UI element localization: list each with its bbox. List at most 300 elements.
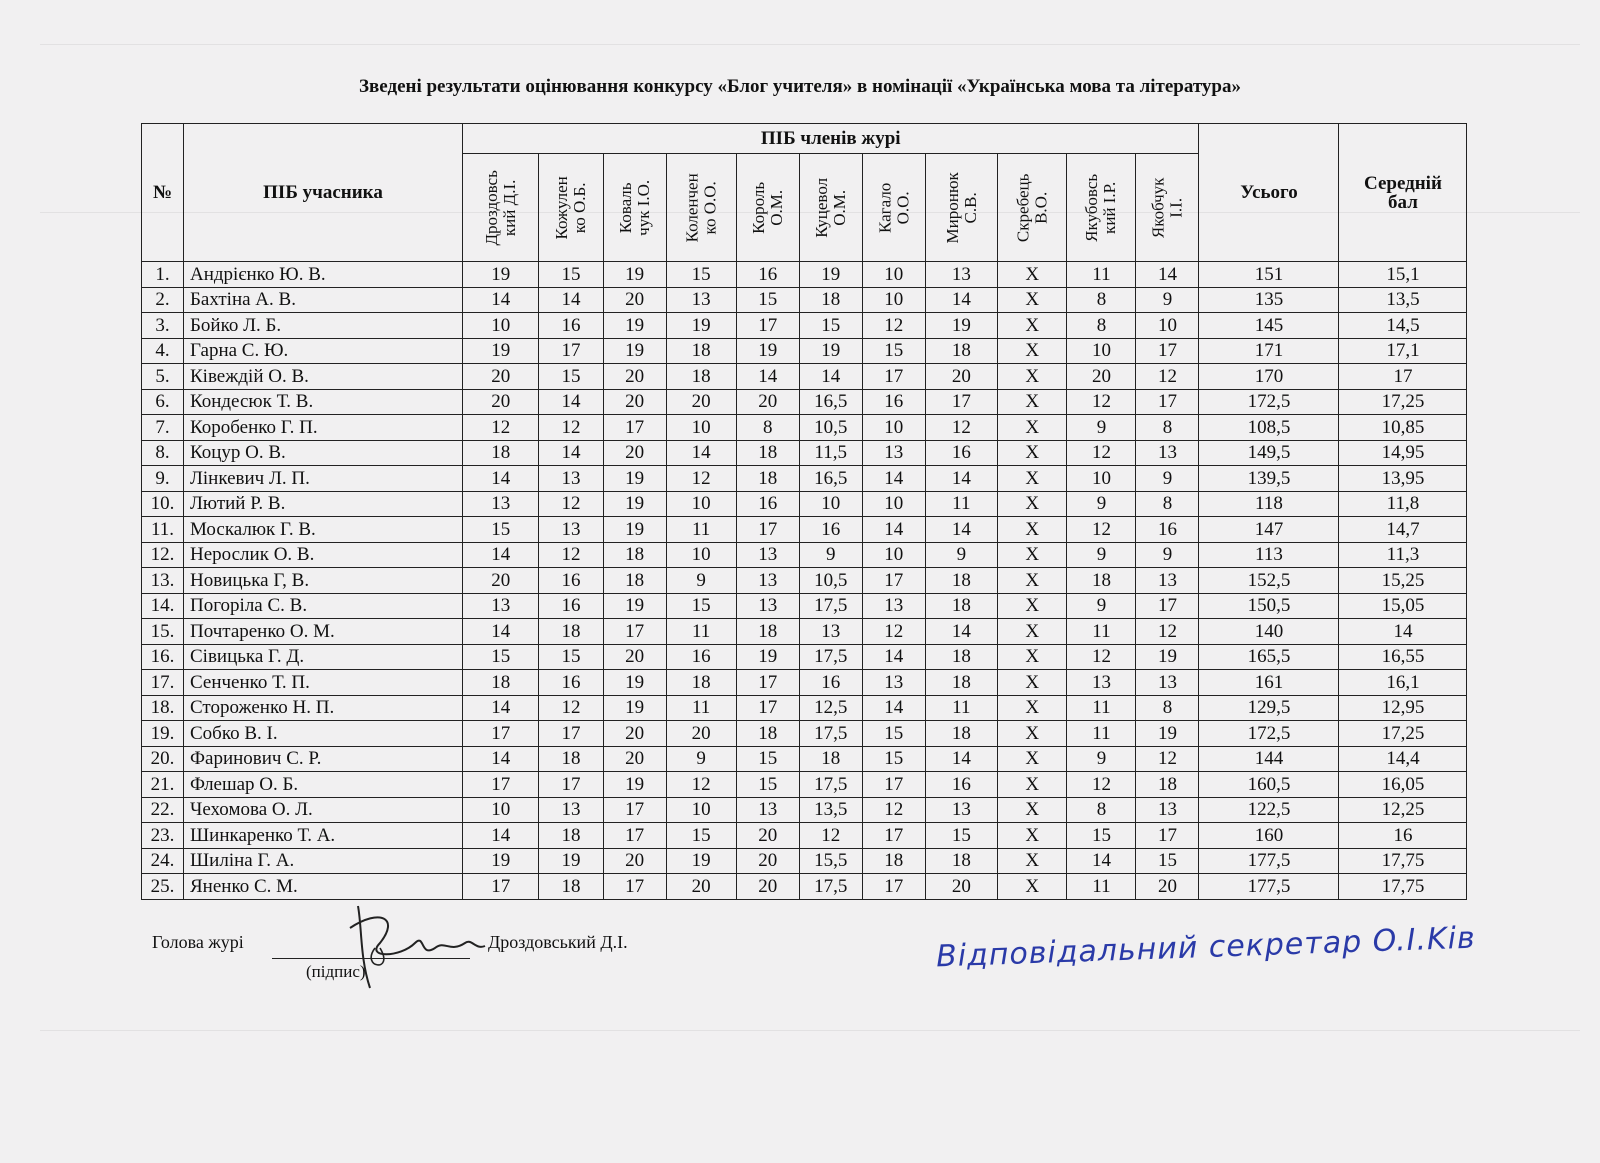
- row-number: 23.: [142, 823, 184, 849]
- score-cell: 20: [603, 440, 666, 466]
- score-cell: 18: [925, 721, 997, 747]
- table-row: [142, 772, 1467, 798]
- row-number: 8.: [142, 440, 184, 466]
- score-cell: 13: [1067, 670, 1136, 696]
- score-cell: 15: [736, 287, 799, 313]
- juror-header: [736, 154, 799, 262]
- column-header-total: Усього: [1199, 124, 1339, 262]
- score-cell: 17: [1136, 593, 1199, 619]
- score-cell: 15: [736, 746, 799, 772]
- score-cell: 18: [666, 364, 736, 390]
- total-cell: 165,5: [1199, 644, 1339, 670]
- score-cell: 12: [1067, 389, 1136, 415]
- score-cell: 17: [539, 772, 603, 798]
- total-cell: 170: [1199, 364, 1339, 390]
- average-cell: 16,1: [1339, 670, 1467, 696]
- score-cell: 13: [862, 440, 925, 466]
- score-cell: 18: [799, 287, 862, 313]
- score-cell: Х: [997, 823, 1066, 849]
- table-row: [142, 542, 1467, 568]
- score-cell: 17: [463, 721, 539, 747]
- total-cell: 171: [1199, 338, 1339, 364]
- score-cell: 17: [463, 772, 539, 798]
- participant-name: Стороженко Н. П.: [184, 695, 463, 721]
- score-cell: 14: [463, 823, 539, 849]
- score-cell: 13: [862, 670, 925, 696]
- score-cell: 11: [666, 517, 736, 543]
- score-cell: Х: [997, 772, 1066, 798]
- score-cell: 15: [862, 338, 925, 364]
- score-cell: 19: [603, 593, 666, 619]
- score-cell: 12: [539, 491, 603, 517]
- score-cell: 12: [539, 542, 603, 568]
- score-cell: 10: [1067, 466, 1136, 492]
- score-cell: 20: [666, 721, 736, 747]
- score-cell: 15,5: [799, 848, 862, 874]
- row-number: 4.: [142, 338, 184, 364]
- table-row: [142, 568, 1467, 594]
- score-cell: 17: [463, 874, 539, 900]
- score-cell: 14: [925, 746, 997, 772]
- participant-name: Чехомова О. Л.: [184, 797, 463, 823]
- score-cell: 10,5: [799, 415, 862, 441]
- total-cell: 177,5: [1199, 848, 1339, 874]
- participant-name: Сенченко Т. П.: [184, 670, 463, 696]
- average-cell: 14,5: [1339, 313, 1467, 339]
- score-cell: 11: [1067, 721, 1136, 747]
- score-cell: Х: [997, 695, 1066, 721]
- participant-name: Яненко С. М.: [184, 874, 463, 900]
- score-cell: 19: [603, 491, 666, 517]
- score-cell: 13: [1136, 568, 1199, 594]
- score-cell: 13: [1136, 670, 1199, 696]
- score-cell: 18: [1136, 772, 1199, 798]
- juror-name: Дроздовсь кий Д.І.: [481, 169, 519, 246]
- average-cell: 14,4: [1339, 746, 1467, 772]
- score-cell: 13: [736, 542, 799, 568]
- score-cell: 17: [539, 721, 603, 747]
- score-cell: 20: [925, 874, 997, 900]
- score-cell: 15: [463, 517, 539, 543]
- score-cell: 20: [666, 874, 736, 900]
- score-cell: 17: [736, 670, 799, 696]
- juror-name: Миронюк С.В.: [942, 171, 980, 244]
- score-cell: 16: [799, 670, 862, 696]
- score-cell: 20: [736, 848, 799, 874]
- score-cell: 11,5: [799, 440, 862, 466]
- score-cell: 13: [1136, 440, 1199, 466]
- score-cell: 14: [862, 466, 925, 492]
- score-cell: 17: [736, 695, 799, 721]
- score-cell: Х: [997, 440, 1066, 466]
- score-cell: 13: [736, 797, 799, 823]
- score-cell: 10: [1067, 338, 1136, 364]
- participant-name: Шиліна Г. А.: [184, 848, 463, 874]
- row-number: 14.: [142, 593, 184, 619]
- score-cell: 13: [539, 466, 603, 492]
- score-cell: 20: [736, 823, 799, 849]
- total-cell: 151: [1199, 262, 1339, 288]
- score-cell: 9: [666, 568, 736, 594]
- score-cell: 17: [862, 364, 925, 390]
- average-cell: 16,05: [1339, 772, 1467, 798]
- score-cell: 20: [736, 389, 799, 415]
- table-row: [142, 619, 1467, 645]
- participant-name: Нерослик О. В.: [184, 542, 463, 568]
- score-cell: 20: [603, 721, 666, 747]
- average-cell: 16,55: [1339, 644, 1467, 670]
- table-row: [142, 364, 1467, 390]
- score-cell: 20: [736, 874, 799, 900]
- participant-name: Флешар О. Б.: [184, 772, 463, 798]
- score-cell: 16: [799, 517, 862, 543]
- juror-name: Якобчук І.І.: [1148, 177, 1186, 238]
- score-cell: 17: [862, 823, 925, 849]
- table-row: [142, 644, 1467, 670]
- participant-name: Гарна С. Ю.: [184, 338, 463, 364]
- score-cell: 20: [603, 746, 666, 772]
- row-number: 2.: [142, 287, 184, 313]
- table-row: [142, 389, 1467, 415]
- document-title: Зведені результати оцінювання конкурсу «Блог учителя» в номінації «Українська мова та література»: [358, 76, 1241, 97]
- score-cell: 13: [736, 568, 799, 594]
- score-cell: Х: [997, 593, 1066, 619]
- juror-header: [463, 154, 539, 262]
- score-cell: 8: [1067, 797, 1136, 823]
- score-cell: Х: [997, 670, 1066, 696]
- score-cell: 20: [463, 364, 539, 390]
- total-cell: 135: [1199, 287, 1339, 313]
- results-table: [141, 123, 1467, 900]
- score-cell: 10: [799, 491, 862, 517]
- score-cell: 15: [463, 644, 539, 670]
- score-cell: 10: [463, 797, 539, 823]
- score-cell: 14: [925, 517, 997, 543]
- score-cell: 11: [925, 695, 997, 721]
- score-cell: 9: [666, 746, 736, 772]
- average-cell: 11,3: [1339, 542, 1467, 568]
- score-cell: 15: [862, 746, 925, 772]
- score-cell: 12: [925, 415, 997, 441]
- total-cell: 160,5: [1199, 772, 1339, 798]
- score-cell: 13: [666, 287, 736, 313]
- score-cell: 12: [1067, 772, 1136, 798]
- score-cell: 8: [1067, 313, 1136, 339]
- average-cell: 15,05: [1339, 593, 1467, 619]
- score-cell: 14: [463, 746, 539, 772]
- row-number: 12.: [142, 542, 184, 568]
- chair-name: Дроздовський Д.І.: [488, 932, 628, 952]
- score-cell: 13: [1136, 797, 1199, 823]
- score-cell: 14: [539, 440, 603, 466]
- total-cell: 144: [1199, 746, 1339, 772]
- score-cell: Х: [997, 568, 1066, 594]
- table-row: [142, 466, 1467, 492]
- score-cell: 11: [666, 619, 736, 645]
- score-cell: 18: [539, 746, 603, 772]
- score-cell: 14: [463, 695, 539, 721]
- average-cell: 14,95: [1339, 440, 1467, 466]
- score-cell: 20: [463, 568, 539, 594]
- score-cell: 13: [799, 619, 862, 645]
- score-cell: 17: [603, 797, 666, 823]
- row-number: 10.: [142, 491, 184, 517]
- score-cell: 19: [1136, 644, 1199, 670]
- table-row: [142, 491, 1467, 517]
- total-cell: 161: [1199, 670, 1339, 696]
- score-cell: 15: [799, 313, 862, 339]
- score-cell: 19: [463, 262, 539, 288]
- score-cell: 14: [862, 695, 925, 721]
- table-row: [142, 287, 1467, 313]
- juror-name: Коленчен ко О.О.: [682, 172, 720, 242]
- score-cell: 18: [1067, 568, 1136, 594]
- score-cell: 12: [862, 313, 925, 339]
- score-cell: 14: [925, 619, 997, 645]
- score-cell: Х: [997, 364, 1066, 390]
- score-cell: 13: [463, 593, 539, 619]
- score-cell: 19: [736, 644, 799, 670]
- score-cell: 19: [603, 517, 666, 543]
- average-cell: 15,25: [1339, 568, 1467, 594]
- score-cell: 16: [539, 670, 603, 696]
- score-cell: 13: [736, 593, 799, 619]
- score-cell: 15: [539, 644, 603, 670]
- score-cell: 20: [603, 644, 666, 670]
- score-cell: 20: [925, 364, 997, 390]
- juror-header: [603, 154, 666, 262]
- score-cell: Х: [997, 619, 1066, 645]
- score-cell: 15: [666, 593, 736, 619]
- chair-signature: [340, 888, 490, 998]
- row-number: 20.: [142, 746, 184, 772]
- score-cell: 19: [539, 848, 603, 874]
- score-cell: 11: [1067, 874, 1136, 900]
- juror-name: Кагало О.О.: [874, 182, 912, 233]
- participant-name: Бойко Л. Б.: [184, 313, 463, 339]
- score-cell: 16,5: [799, 466, 862, 492]
- participant-name: Бахтіна А. В.: [184, 287, 463, 313]
- score-cell: 10,5: [799, 568, 862, 594]
- score-cell: 9: [1067, 542, 1136, 568]
- row-number: 3.: [142, 313, 184, 339]
- score-cell: 13: [539, 517, 603, 543]
- score-cell: Х: [997, 746, 1066, 772]
- participant-name: Шинкаренко Т. А.: [184, 823, 463, 849]
- table-row: [142, 670, 1467, 696]
- total-cell: 139,5: [1199, 466, 1339, 492]
- score-cell: 18: [925, 568, 997, 594]
- score-cell: 19: [925, 313, 997, 339]
- participant-name: Собко В. І.: [184, 721, 463, 747]
- score-cell: 19: [666, 313, 736, 339]
- participant-name: Коробенко Г. П.: [184, 415, 463, 441]
- average-cell: 17,25: [1339, 721, 1467, 747]
- participant-name: Лютий Р. В.: [184, 491, 463, 517]
- juror-header: [862, 154, 925, 262]
- score-cell: 18: [463, 440, 539, 466]
- score-cell: 10: [666, 415, 736, 441]
- score-cell: 14: [799, 364, 862, 390]
- score-cell: 16: [925, 440, 997, 466]
- table-row: [142, 593, 1467, 619]
- score-cell: 10: [666, 491, 736, 517]
- score-cell: 11: [925, 491, 997, 517]
- row-number: 16.: [142, 644, 184, 670]
- score-cell: 14: [925, 466, 997, 492]
- scan-artifact: [40, 44, 1580, 45]
- score-cell: 18: [603, 542, 666, 568]
- column-header-jury: ПІБ членів журі: [463, 124, 1199, 154]
- column-header-average-label: Середній бал: [1363, 172, 1442, 213]
- table-row: [142, 313, 1467, 339]
- score-cell: 18: [925, 338, 997, 364]
- score-cell: 14: [666, 440, 736, 466]
- score-cell: 17,5: [799, 644, 862, 670]
- score-cell: 19: [799, 262, 862, 288]
- score-cell: 12: [539, 415, 603, 441]
- score-cell: 14: [463, 287, 539, 313]
- score-cell: 11: [666, 695, 736, 721]
- score-cell: 9: [1067, 415, 1136, 441]
- score-cell: 15: [666, 823, 736, 849]
- row-number: 15.: [142, 619, 184, 645]
- score-cell: Х: [997, 797, 1066, 823]
- total-cell: 172,5: [1199, 721, 1339, 747]
- score-cell: 14: [925, 287, 997, 313]
- table-row: [142, 848, 1467, 874]
- score-cell: Х: [997, 721, 1066, 747]
- score-cell: 19: [603, 338, 666, 364]
- total-cell: 172,5: [1199, 389, 1339, 415]
- row-number: 13.: [142, 568, 184, 594]
- column-header-average: [1339, 124, 1467, 262]
- score-cell: 18: [539, 823, 603, 849]
- participant-name: Почтаренко О. М.: [184, 619, 463, 645]
- juror-header: [1067, 154, 1136, 262]
- score-cell: 10: [666, 797, 736, 823]
- row-number: 1.: [142, 262, 184, 288]
- score-cell: 12: [1136, 619, 1199, 645]
- table-row: [142, 440, 1467, 466]
- juror-header: [925, 154, 997, 262]
- score-cell: 14: [463, 619, 539, 645]
- score-cell: 16: [736, 262, 799, 288]
- column-header-number: №: [142, 124, 184, 262]
- score-cell: 18: [736, 466, 799, 492]
- average-cell: 11,8: [1339, 491, 1467, 517]
- score-cell: 13,5: [799, 797, 862, 823]
- score-cell: 10: [862, 262, 925, 288]
- score-cell: 15: [539, 364, 603, 390]
- score-cell: 18: [463, 670, 539, 696]
- score-cell: 18: [603, 568, 666, 594]
- participant-name: Кондесюк Т. В.: [184, 389, 463, 415]
- score-cell: 20: [463, 389, 539, 415]
- score-cell: 18: [539, 619, 603, 645]
- score-cell: 17: [603, 874, 666, 900]
- average-cell: 13,95: [1339, 466, 1467, 492]
- score-cell: 20: [603, 848, 666, 874]
- score-cell: 19: [603, 695, 666, 721]
- score-cell: 17: [862, 874, 925, 900]
- score-cell: 12: [799, 823, 862, 849]
- score-cell: 18: [925, 670, 997, 696]
- score-cell: 12: [1136, 746, 1199, 772]
- juror-name: Скребець В.О.: [1013, 173, 1051, 242]
- score-cell: 11: [1067, 262, 1136, 288]
- participant-name: Ківеждій О. В.: [184, 364, 463, 390]
- average-cell: 12,25: [1339, 797, 1467, 823]
- row-number: 6.: [142, 389, 184, 415]
- total-cell: 145: [1199, 313, 1339, 339]
- score-cell: 9: [1067, 491, 1136, 517]
- score-cell: 16: [862, 389, 925, 415]
- score-cell: 19: [666, 848, 736, 874]
- participant-name: Лінкевич Л. П.: [184, 466, 463, 492]
- score-cell: 14: [862, 644, 925, 670]
- total-cell: 147: [1199, 517, 1339, 543]
- score-cell: 17: [862, 772, 925, 798]
- score-cell: 10: [463, 313, 539, 339]
- participant-name: Андрієнко Ю. В.: [184, 262, 463, 288]
- average-cell: 13,5: [1339, 287, 1467, 313]
- score-cell: 17: [1136, 389, 1199, 415]
- score-cell: 10: [862, 415, 925, 441]
- score-cell: 18: [862, 848, 925, 874]
- score-cell: 14: [862, 517, 925, 543]
- score-cell: 14: [539, 287, 603, 313]
- score-cell: 10: [862, 542, 925, 568]
- participant-name: Новицька Г, В.: [184, 568, 463, 594]
- score-cell: 19: [603, 670, 666, 696]
- score-cell: 14: [463, 542, 539, 568]
- score-cell: 18: [736, 721, 799, 747]
- score-cell: 9: [1136, 542, 1199, 568]
- score-cell: 11: [1067, 695, 1136, 721]
- score-cell: 9: [925, 542, 997, 568]
- score-cell: 14: [463, 466, 539, 492]
- score-cell: 16: [539, 313, 603, 339]
- score-cell: 12: [1067, 517, 1136, 543]
- score-cell: 19: [603, 262, 666, 288]
- score-cell: Х: [997, 415, 1066, 441]
- score-cell: 16: [539, 593, 603, 619]
- score-cell: 20: [603, 364, 666, 390]
- score-cell: 14: [1136, 262, 1199, 288]
- total-cell: 122,5: [1199, 797, 1339, 823]
- participant-name: Коцур О. В.: [184, 440, 463, 466]
- score-cell: Х: [997, 848, 1066, 874]
- score-cell: 9: [1136, 287, 1199, 313]
- juror-header: [799, 154, 862, 262]
- average-cell: 17,25: [1339, 389, 1467, 415]
- score-cell: 13: [862, 593, 925, 619]
- score-cell: 17: [1136, 338, 1199, 364]
- average-cell: 14,7: [1339, 517, 1467, 543]
- table-row: [142, 262, 1467, 288]
- juror-name: Куцевол О.М.: [811, 177, 849, 238]
- table-row: [142, 517, 1467, 543]
- score-cell: 15: [862, 721, 925, 747]
- score-cell: 15: [1067, 823, 1136, 849]
- score-cell: 12: [463, 415, 539, 441]
- score-cell: Х: [997, 262, 1066, 288]
- score-cell: 14: [1067, 848, 1136, 874]
- table-row: [142, 746, 1467, 772]
- score-cell: 20: [1067, 364, 1136, 390]
- score-cell: 19: [1136, 721, 1199, 747]
